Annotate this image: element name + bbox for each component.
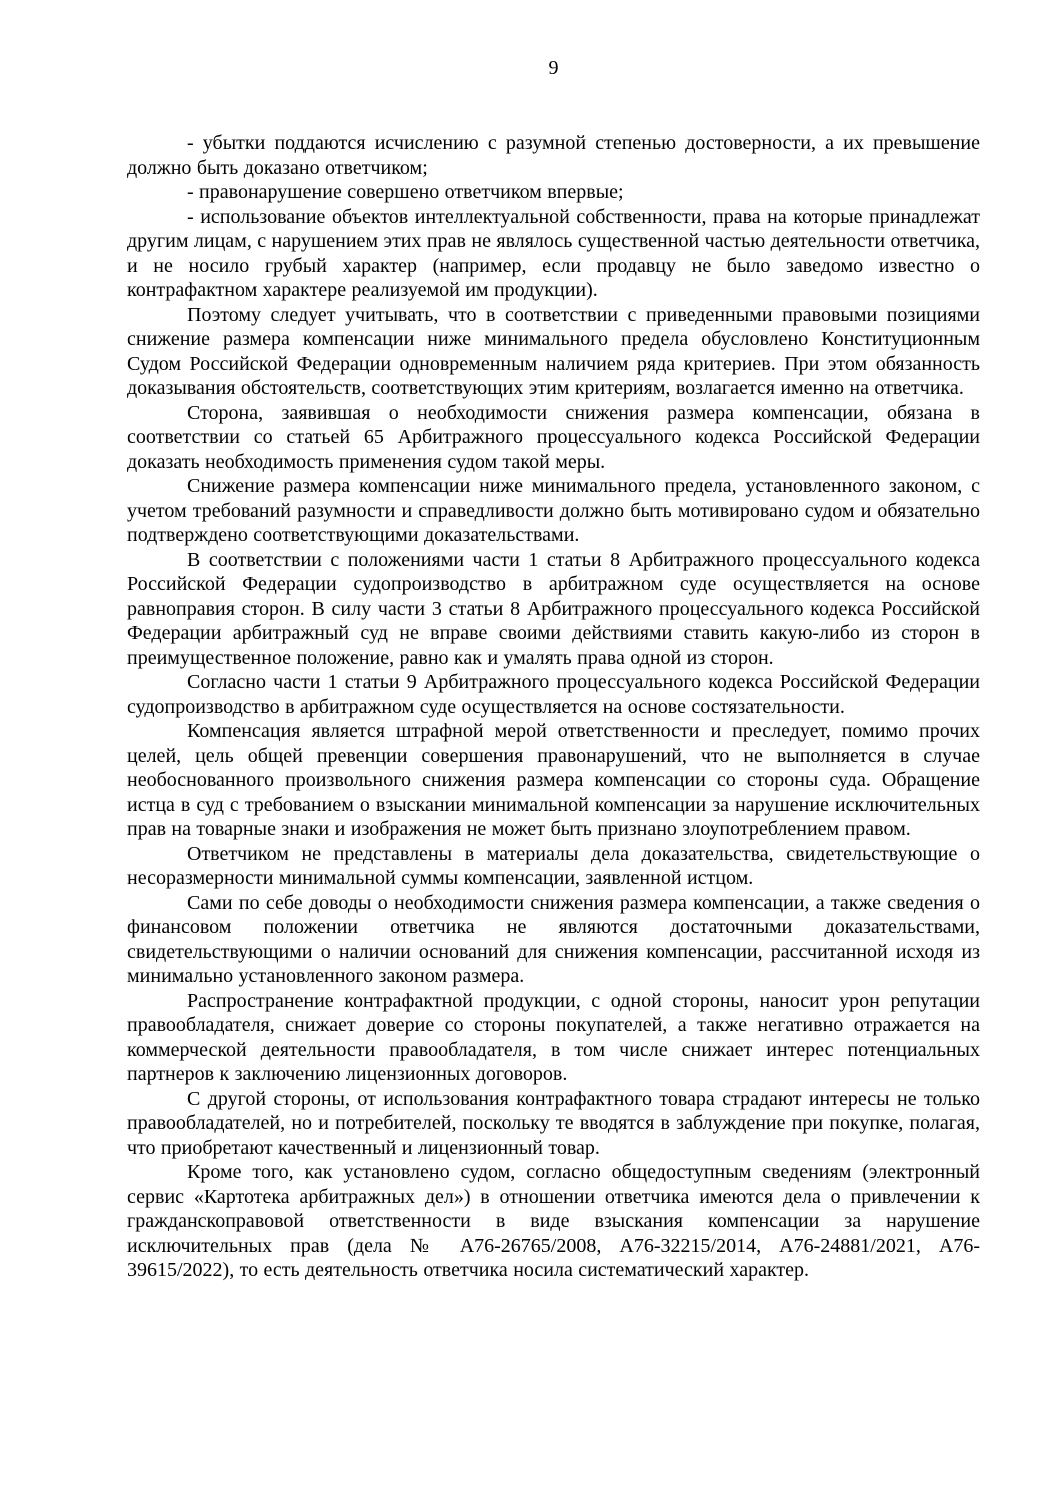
paragraph-criteria: Поэтому следует учитывать, что в соответствии с приведенными правовыми позициями снижение размера компенсации ниже минимального предела обусловлено Конституционным Судом Российской Федерации одновременным наличием ряда критериев. При этом обязанность доказывания обстоятельств, соответствующих этим критериям, возлагается именно на ответчика.: [127, 303, 980, 399]
bullet-paragraph-ip-use: - использование объектов интеллектуальной собственности, права на которые принадлежат другим лицам, с нарушением этих прав не являлось существенной частью деятельности ответчика, и не носило грубый характер (например, если продавцу не было заведомо известно о контрафактном характере реализуемой им продукции).: [127, 205, 980, 301]
page-number: 9: [548, 57, 559, 79]
document-body: [127, 131, 980, 1283]
paragraph-no-evidence: Ответчиком не представлены в материалы дела доказательства, свидетельствующие о несоразмерности минимальной суммы компенсации, заявленной истцом.: [127, 842, 980, 889]
paragraph-compensation-nature: Компенсация является штрафной мерой ответственности и преследует, помимо прочих целей, цель общей превенции совершения правонарушений, что не выполняется в случае необоснованного произвольного снижения размера компенсации со стороны суда. Обращение истца в суд с требованием о взыскании минимальной компенсации за нарушение исключительных прав на товарные знаки и изображения не может быть признано злоупотреблением правом.: [127, 720, 980, 840]
paragraph-consumer-harm: С другой стороны, от использования контрафактного товара страдают интересы не только правообладателей, но и потребителей, поскольку те вводятся в заблуждение при покупке, полагая, что приобретают качественный и лицензионный товар.: [127, 1087, 980, 1159]
paragraph-article-8: В соответствии с положениями части 1 статьи 8 Арбитражного процессуального кодекса Российской Федерации судопроизводство в арбитражном суде осуществляется на основе равноправия сторон. В силу части 3 статьи 8 Арбитражного процессуального кодекса Российской Федерации арбитражный суд не вправе своими действиями ставить какую-либо из сторон в преимущественное положение, равно как и умалять права одной из сторон.: [127, 548, 980, 669]
paragraph-article-65: Сторона, заявившая о необходимости снижения размера компенсации, обязана в соответствии со статьей 65 Арбитражного процессуального кодекса Российской Федерации доказать необходимость применения судом такой меры.: [127, 401, 980, 473]
paragraph-counterfeit-harm: Распространение контрафактной продукции, с одной стороны, наносит урон репутации правообладателя, снижает доверие со стороны покупателей, а также негативно отражается на коммерческой деятельности правообладателя, в том числе снижает интерес потенциальных партнеров к заключению лицензионных договоров.: [127, 989, 980, 1085]
paragraph-article-9: Согласно части 1 статьи 9 Арбитражного процессуального кодекса Российской Федерации судопроизводство в арбитражном суде осуществляется на основе состязательности.: [127, 671, 980, 718]
bullet-paragraph-losses: - убытки поддаются исчислению с разумной степенью достоверности, а их превышение должно быть доказано ответчиком;: [127, 132, 980, 179]
paragraph-systematic-conduct: Кроме того, как установлено судом, согласно общедоступным сведениям (электронный сервис «Картотека арбитражных дел») в отношении ответчика имеются дела о привлечении к гражданскоправовой ответственности в виде взыскания компенсации за нарушение исключительных прав (дела № А76-26765/2008, А76-32215/2014, А76-24881/2021, А76-39615/2022), то есть деятельность ответчика носила систематический характер.: [127, 1161, 980, 1281]
paragraph-reduction-motivation: Снижение размера компенсации ниже минимального предела, установленного законом, с учетом требований разумности и справедливости должно быть мотивировано судом и обязательно подтверждено соответствующими доказательствами.: [127, 475, 980, 546]
bullet-paragraph-first-offense: - правонарушение совершено ответчиком впервые;: [187, 181, 624, 203]
paragraph-insufficient-grounds: Сами по себе доводы о необходимости снижения размера компенсации, а также сведения о финансовом положении ответчика не являются достаточными доказательствами, свидетельствующими о наличии оснований для снижения компенсации, рассчитанной исходя из минимально установленного законом размера.: [127, 891, 980, 987]
